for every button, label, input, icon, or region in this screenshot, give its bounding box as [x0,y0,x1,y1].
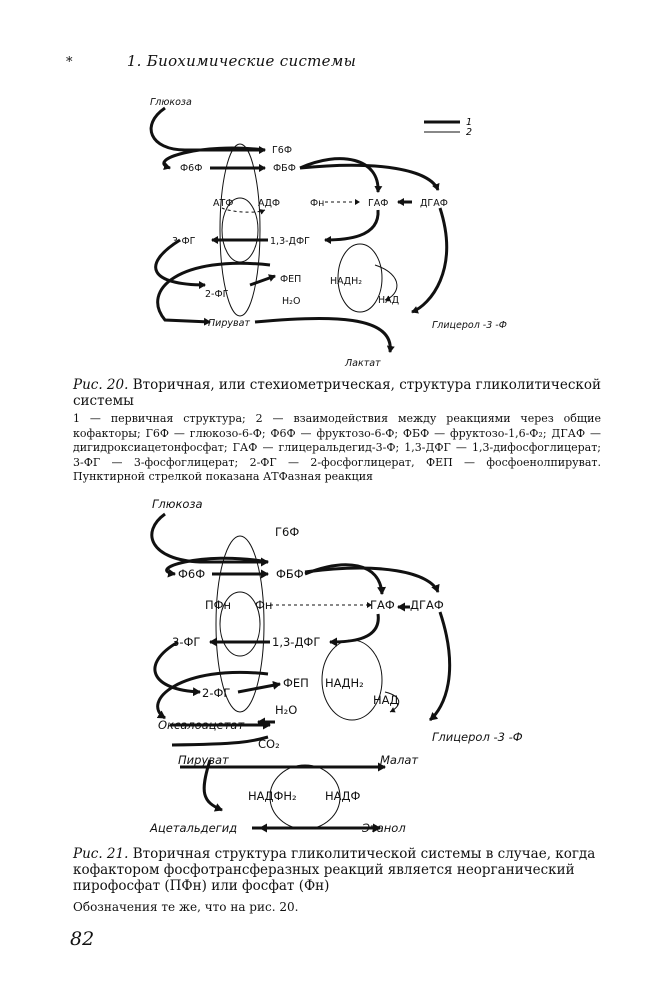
node21-ethanol: Этанол [362,821,406,835]
node-2pg: 2-ФГ [205,289,229,300]
node21-gap: ГАФ [370,598,395,612]
figure-20-legend-text: 1 — первичная структура; 2 — взаимодействия между реакциями через общие кофакторы; Г6Ф — глюкозо-6-Ф; Ф6Ф — фруктозо-6-Ф; ФБФ — фруктозо-1,6-Ф₂; ДГАФ — дигидроксиацетонфосфат; ГАФ — глицеральдегид-3-Ф; 1,3-ДФГ — 1,3-дифосфоглицерат; 3-ФГ — 3-фосфоглицерат; 2-ФГ — 2-фосфоглицерат, ФЕП — фосфоенолпируват. Пунктирной стрелкой показана АТФазная реакция [73,412,601,483]
node21-co2: CO₂ [258,737,280,751]
figure-20-diagram [0,90,651,375]
running-header [66,52,356,70]
figure-21 [0,492,651,842]
node-fbp: ФБФ [273,163,296,174]
node-pep: ФЕП [280,274,302,285]
node-nad: НАД [378,295,400,306]
page-number: 82 [70,928,95,950]
figure-20 [0,90,651,375]
node-dhap: ДГАФ [420,198,448,209]
node21-nadp: НАДФ [325,789,361,803]
figure-21-legend-text: Обозначения те же, что на рис. 20. [73,900,299,914]
node-glucose: Глюкоза [150,97,192,108]
figure-21-diagram [0,492,651,842]
legend-item-2: 2 [466,127,473,138]
figure-21-caption [73,846,601,894]
node-glycerol-3-p: Глицерол -3 -Ф [432,320,507,331]
node21-dhap: ДГАФ [410,598,444,612]
node-g6p: Г6Ф [272,145,293,156]
node21-glycerol-3-p: Глицерол -3 -Ф [432,730,523,744]
node21-nad: НАД [373,693,399,707]
node-atp: АТФ [213,198,234,209]
header-title: 1. Биохимические системы [126,52,357,70]
node-13dpg: 1,3-ДФГ [270,236,310,247]
node21-nadh2: НАДН₂ [325,676,364,690]
header-marker: * [66,55,73,70]
primary-structure-paths-21 [152,514,450,828]
figure-20-node-labels [150,97,507,369]
figure-21-number: Рис. 21. [73,846,129,862]
legend-item-1: 1 [466,117,473,128]
node-pi: Фн [310,198,325,209]
figure-20-caption [73,377,601,409]
primary-structure-paths [151,108,447,352]
node-gap: ГАФ [368,198,389,209]
node21-g6p: Г6Ф [275,525,300,539]
figure-21-caption-text: Вторичная структура гликолитической системы в случае, когда кофактором фосфотрансферазных реакций является неорганический пирофосфат (ПФн) или фосфат (Фн) [73,846,596,894]
node21-f6p: Ф6Ф [178,567,206,581]
node-nadh2: НАДН₂ [330,276,363,287]
node21-13dpg: 1,3-ДФГ [272,635,321,649]
node-3pg: 3-ФГ [172,236,196,247]
node21-oxaloacetate: Оксалоацетат [158,718,245,732]
figure-20-number: Рис. 20. [73,377,129,393]
node21-acetaldehyde: Ацетальдегид [150,821,238,835]
node21-h2o: H₂O [275,703,298,717]
node-pyruvate: Пируват [208,318,250,329]
node-f6p: Ф6Ф [180,163,203,174]
node21-fbp: ФБФ [276,567,304,581]
node-h2o: H₂O [282,296,301,307]
node21-pi: Фн [255,598,273,612]
node21-glucose: Глюкоза [152,497,203,511]
node21-malate: Малат [380,753,419,767]
figure-20-legend [424,117,472,138]
figure-20-caption-text: Вторичная, или стехиометрическая, структура гликолитической системы [73,377,601,409]
node21-2pg: 2-ФГ [202,686,231,700]
node21-3pg: 3-ФГ [172,635,201,649]
node-adp: АДФ [258,198,281,209]
node21-ppi: ПФн [205,598,232,612]
node-lactate: Лактат [345,358,381,369]
node21-nadph2: НАДФН₂ [248,789,297,803]
node21-pyruvate: Пируват [178,753,229,767]
node21-pep: ФЕП [283,676,309,690]
